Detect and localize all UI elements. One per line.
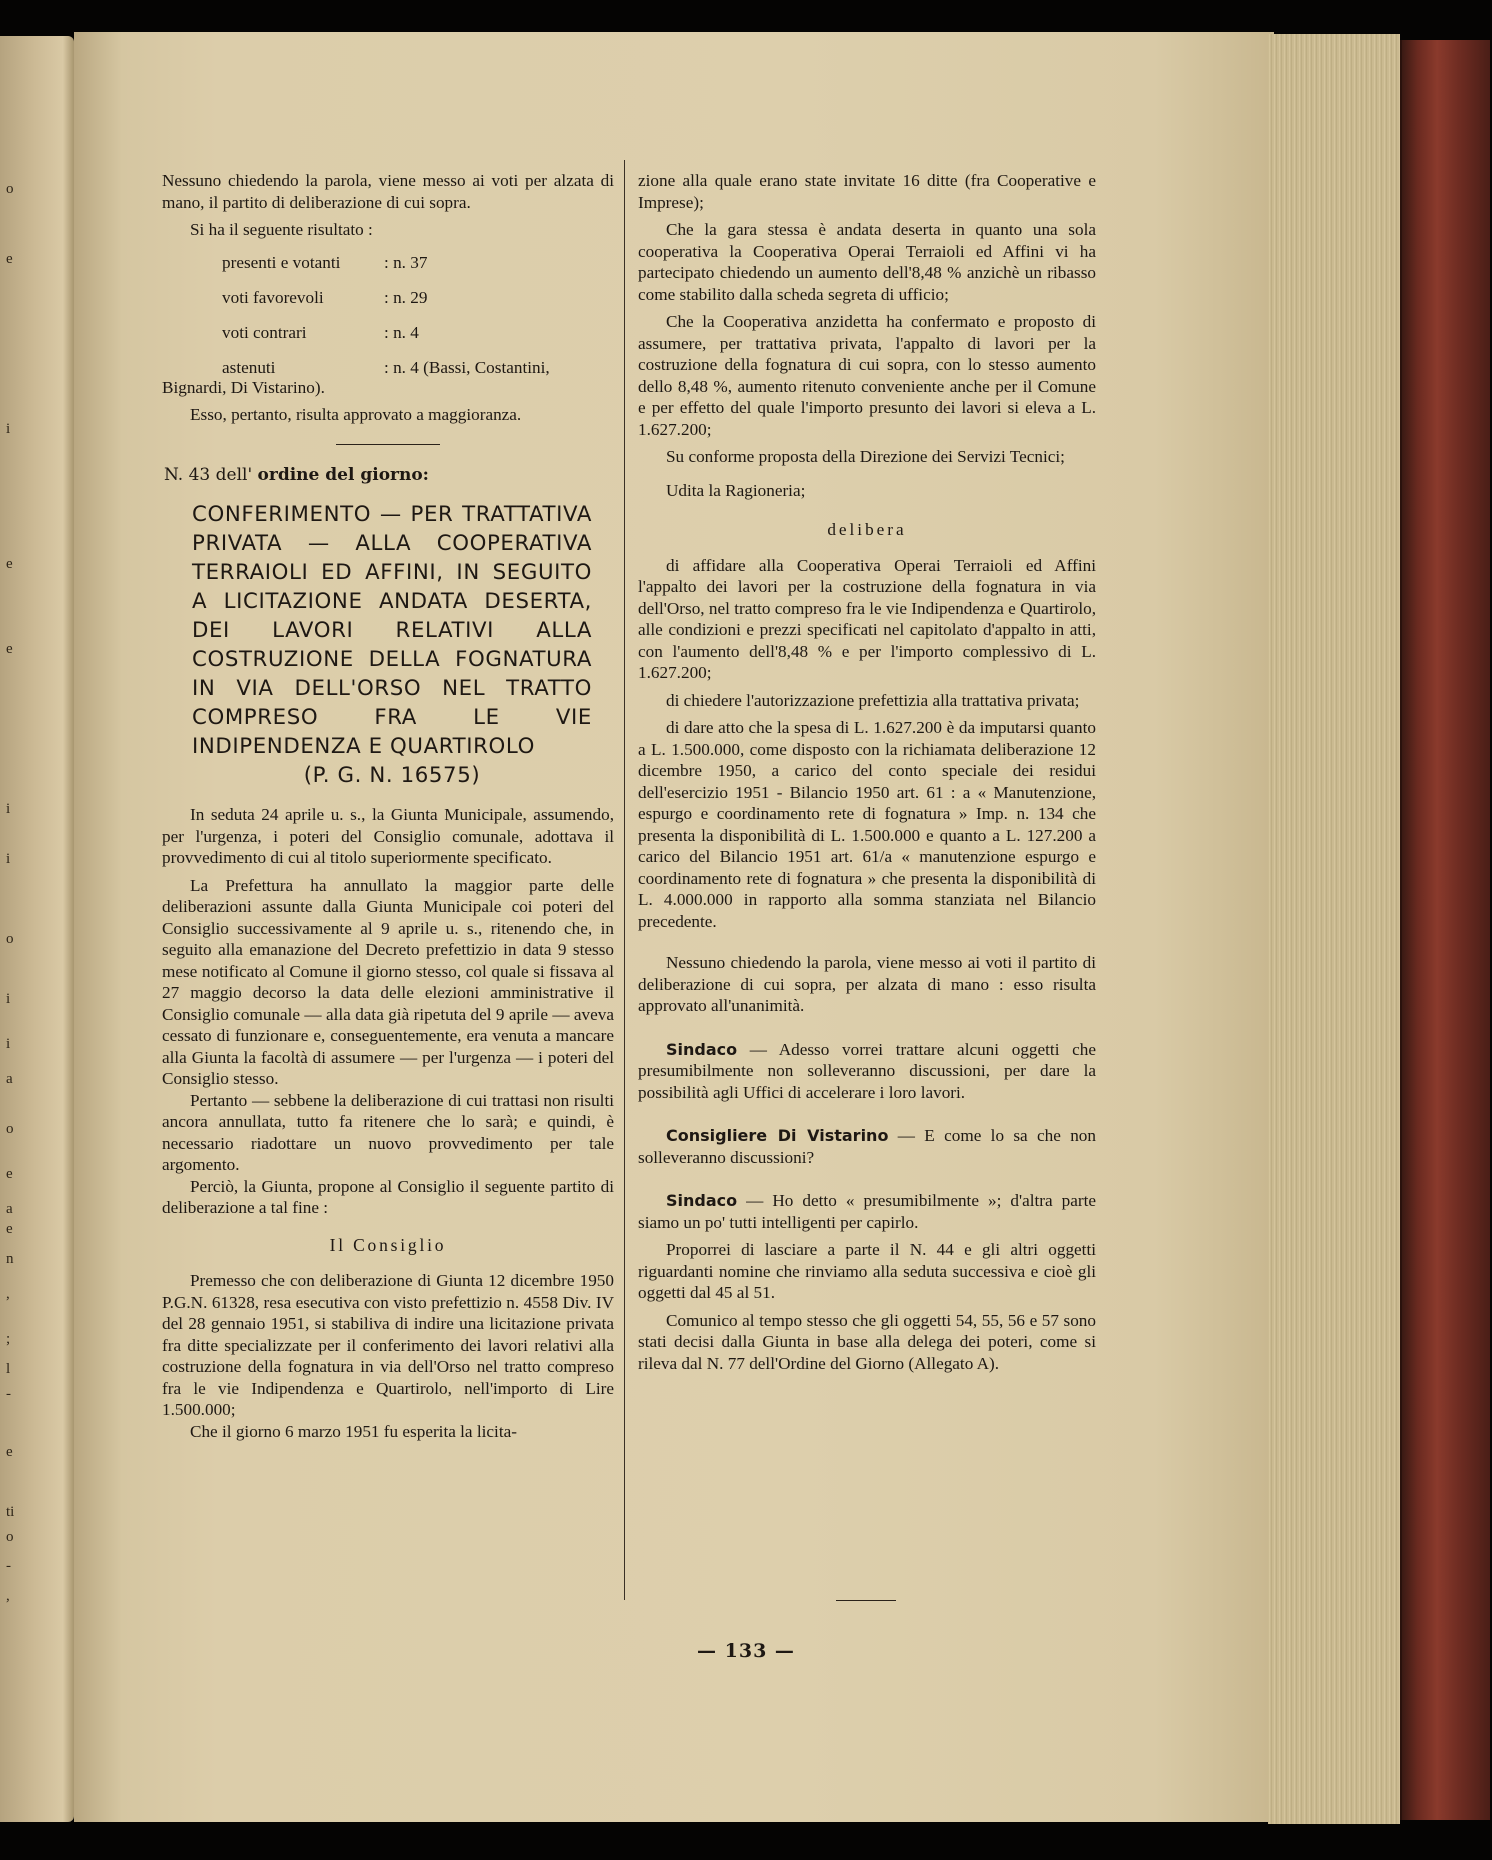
- left-page-edge-char: -: [6, 1558, 11, 1574]
- paragraph: Che la gara stessa è andata deserta in quanto una sola cooperativa la Cooperativa Operai Terraioli ed Affini vi ha partecipato chiedendo un aumento dell'8,48 % anzichè un ribasso come stabilito dalla scheda segreta di ufficio;: [638, 220, 1096, 304]
- column-divider: [624, 160, 625, 1600]
- page-number: — 133 —: [697, 1640, 795, 1662]
- speech-text: — E come lo sa che non solleveranno discussioni?: [638, 1126, 1096, 1167]
- left-page-edge-char: e: [6, 556, 13, 572]
- left-page-edge-char: i: [6, 1036, 11, 1052]
- vote-value: : n. 4 (Bassi, Costantini,: [384, 357, 550, 377]
- book-cover-edge: [1400, 40, 1490, 1820]
- speaker-name: Sindaco: [666, 1191, 738, 1210]
- vote-row: [162, 315, 614, 350]
- item-title: [192, 500, 592, 790]
- left-page-edge-char: e: [6, 1166, 13, 1182]
- left-page-edge-char: ti: [6, 1504, 15, 1520]
- paragraph: Perciò, la Giunta, propone al Consiglio il seguente partito di deliberazione a tal fine :: [162, 1176, 614, 1217]
- paragraph: Premesso che con deliberazione di Giunta 12 dicembre 1950 P.G.N. 61328, resa esecutiva con visto prefettizio n. 4558 Div. IV del 28 gennaio 1951, si stabiliva di indire una licitazione privata fra ditte specializzate per il conferimento dei lavori relativi alla costruzione della fognatura in via dell'Orso nel tratto compreso fra le vie Indipendenza e Quartirolo, nell'importo di Lire 1.500.000;: [162, 1271, 614, 1419]
- page-stack-edge: [1268, 34, 1400, 1824]
- left-page-edge-char: n: [6, 1251, 14, 1267]
- paragraph: La Prefettura ha annullato la maggior parte delle deliberazioni assunte dalla Giunta Municipale coi poteri del Consiglio successivamente al 9 aprile u. s., ritenendo che, in seguito alla emanazione del Decreto prefettizio in data 9 stesso mese notificato al Comune il giorno stesso, col quale si fissava al 27 maggio decorso la data delle elezioni amministrative il Consiglio comunale — alla data già ripetuta del 9 aprile — aveva cessato di funzionare e, conseguentemente, era venuta a mancare alla Giunta la facoltà di assumere — per l'urgenza — i poteri del Consiglio stesso.: [162, 875, 614, 1088]
- vote-label: astenuti: [222, 357, 276, 377]
- paragraph: Pertanto — sebbene la deliberazione di cui trattasi non risulti ancora annullata, tutto fa ritenere che lo sarà; e quindi, è necessario riadottare un nuovo provvedimento per tale argomento.: [162, 1090, 614, 1174]
- paragraph: Si ha il seguente risultato :: [190, 220, 373, 239]
- paragraph: Proporrei di lasciare a parte il N. 44 e gli altri oggetti riguardanti nomine che rinviamo alla seduta successiva e cioè gli oggetti dal 45 al 51.: [638, 1240, 1096, 1302]
- left-page-edge-char: e: [6, 1221, 13, 1237]
- vote-label: voti contrari: [222, 322, 307, 342]
- left-page-edge-char: i: [6, 991, 11, 1007]
- vote-value: : n. 37: [384, 252, 428, 272]
- paragraph: Su conforme proposta della Direzione dei Servizi Tecnici;: [666, 447, 1065, 466]
- left-page-edge-char: ,: [6, 1588, 10, 1604]
- paragraph: Nessuno chiedendo la parola, viene messo ai voti il partito di deliberazione di cui sopra, per alzata di mano : esso risulta approvato all'unanimità.: [638, 953, 1096, 1015]
- vote-results: [162, 245, 614, 399]
- abstain-names: Bignardi, Di Vistarino).: [162, 377, 325, 397]
- delibera-heading: delibera: [827, 520, 907, 539]
- protocol-number: (P. G. N. 16575): [303, 763, 481, 788]
- left-facing-page-edge: [0, 36, 74, 1822]
- vote-row: [162, 350, 614, 385]
- paragraph: di chiedere l'autorizzazione prefettizia alla trattativa privata;: [666, 690, 1080, 710]
- speech-sindaco: [638, 1190, 1096, 1233]
- speech-consigliere: [638, 1125, 1096, 1168]
- paragraph: Che la Cooperativa anzidetta ha confermato e proposto di assumere, per trattativa privata, l'appalto di lavori per la costruzione della fognatura di cui sopra, con lo stesso aumento dello 8,48 %, aumento ritenuto conveniente anche per il Comune e per effetto del quale l'importo presunto dei lavori si eleva a L. 1.627.200;: [638, 312, 1096, 439]
- left-page-edge-char: e: [6, 1444, 13, 1460]
- left-page-edge-char: e: [6, 251, 13, 267]
- left-page-edge-char: o: [6, 181, 14, 197]
- left-page-edge-char: ,: [6, 1286, 10, 1302]
- speech-sindaco: [638, 1039, 1096, 1104]
- left-page-edge-char: i: [6, 851, 11, 867]
- left-page-edge-char: l: [6, 1361, 11, 1377]
- paragraph: di affidare alla Cooperativa Operai Terraioli ed Affini l'appalto dei lavori per la costruzione della fognatura in via dell'Orso, nel tratto compreso fra le vie Indipendenza e Quartirolo, alle condizioni e prezzi specificati nel capitolato d'appalto in atti, con l'aumento dell'8,48 % e per l'importo complessivo di L. 1.627.200;: [638, 555, 1096, 682]
- speaker-name: Sindaco: [666, 1039, 738, 1059]
- speaker-name: Consigliere Di Vistarino: [666, 1126, 889, 1145]
- speech-text: — Ho detto « presumibilmente »; d'altra parte siamo un po' tutti intelligenti per capirlo.: [638, 1191, 1096, 1232]
- end-rule: [836, 1600, 896, 1601]
- left-page-edge-char: o: [6, 931, 14, 947]
- right-column: [638, 170, 1096, 1374]
- left-page-edge-char: ;: [6, 1331, 11, 1347]
- paragraph: Che il giorno 6 marzo 1951 fu esperita la licita-: [190, 1421, 517, 1441]
- left-page-edge-char: e: [6, 641, 13, 657]
- left-page-edge-char: i: [6, 801, 11, 817]
- left-page-edge-char: a: [6, 1201, 13, 1217]
- section-rule: [336, 444, 440, 445]
- left-column: [162, 170, 614, 1442]
- agenda-label: ordine del giorno:: [257, 464, 429, 485]
- left-page-edge-char: i: [6, 421, 11, 437]
- vote-value: : n. 29: [384, 287, 428, 307]
- paragraph: Comunico al tempo stesso che gli oggetti 54, 55, 56 e 57 sono stati decisi dalla Giunta in base alla delega dei poteri, come si rileva dal N. 77 dell'Ordine del Giorno (Allegato A).: [638, 1310, 1096, 1373]
- left-page-edge-char: o: [6, 1121, 14, 1137]
- left-page-edge-char: o: [6, 1529, 14, 1545]
- paragraph: di dare atto che la spesa di L. 1.627.200 è da imputarsi quanto a L. 1.500.000, come disposto con la richiamata deliberazione 12 dicembre 1950, a carico del conto speciale dei residui dell'esercizio 1951 - Bilancio 1950 art. 61 : a « Manutenzione, espurgo e coordinamento rete di fognatura » Imp. n. 134 che presenta la disponibilità di L. 1.500.000 e quanto a L. 127.200 a carico del Bilancio 1951 art. 61/a « manutenzione espurgo e coordinamento rete di fognatura » che presenta la disponibilità di L. 4.000.000 in rapporto alla somma stanziata nel Bilancio precedente.: [638, 718, 1096, 931]
- paragraph: In seduta 24 aprile u. s., la Giunta Municipale, assumendo, per l'urgenza, i poteri del Consiglio comunale, adottava il provvedimento di cui al titolo superiormente specificato.: [162, 805, 614, 867]
- vote-label: presenti e votanti: [222, 252, 341, 272]
- paragraph: Nessuno chiedendo la parola, viene messo ai voti per alzata di mano, il partito di deliberazione di cui sopra.: [162, 171, 614, 212]
- il-consiglio-heading: Il Consiglio: [329, 1234, 447, 1255]
- vote-label: voti favorevoli: [222, 287, 324, 307]
- paragraph: Udita la Ragioneria;: [666, 480, 806, 500]
- agenda-item-number: N. 43 dell': [164, 464, 253, 485]
- item-title-text: CONFERIMENTO — PER TRATTATIVA PRIVATA — ALLA COOPERATIVA TERRAIOLI ED AFFINI, IN SEGUITO A LICITAZIONE ANDATA DESERTA, DEI LAVORI RELATIVI ALLA COSTRUZIONE DELLA FOGNATURA IN VIA DELL'ORSO NEL TRATTO COMPRESO FRA LE VIE INDIPENDENZA E QUARTIROLO: [192, 502, 592, 759]
- left-page-edge-char: -: [6, 1386, 11, 1402]
- agenda-item-heading: [164, 465, 614, 487]
- vote-row: [162, 245, 614, 280]
- vote-value: : n. 4: [384, 322, 419, 342]
- left-page-edge-char: a: [6, 1071, 13, 1087]
- vote-row: [162, 280, 614, 315]
- speech-text: — Adesso vorrei trattare alcuni oggetti che presumibilmente non solleveranno discussioni, per dare la possibilità agli Uffici di accelerare i loro lavori.: [638, 1039, 1096, 1102]
- paragraph: zione alla quale erano state invitate 16 ditte (fra Cooperative e Imprese);: [638, 171, 1096, 212]
- paragraph: Esso, pertanto, risulta approvato a maggioranza.: [190, 405, 522, 424]
